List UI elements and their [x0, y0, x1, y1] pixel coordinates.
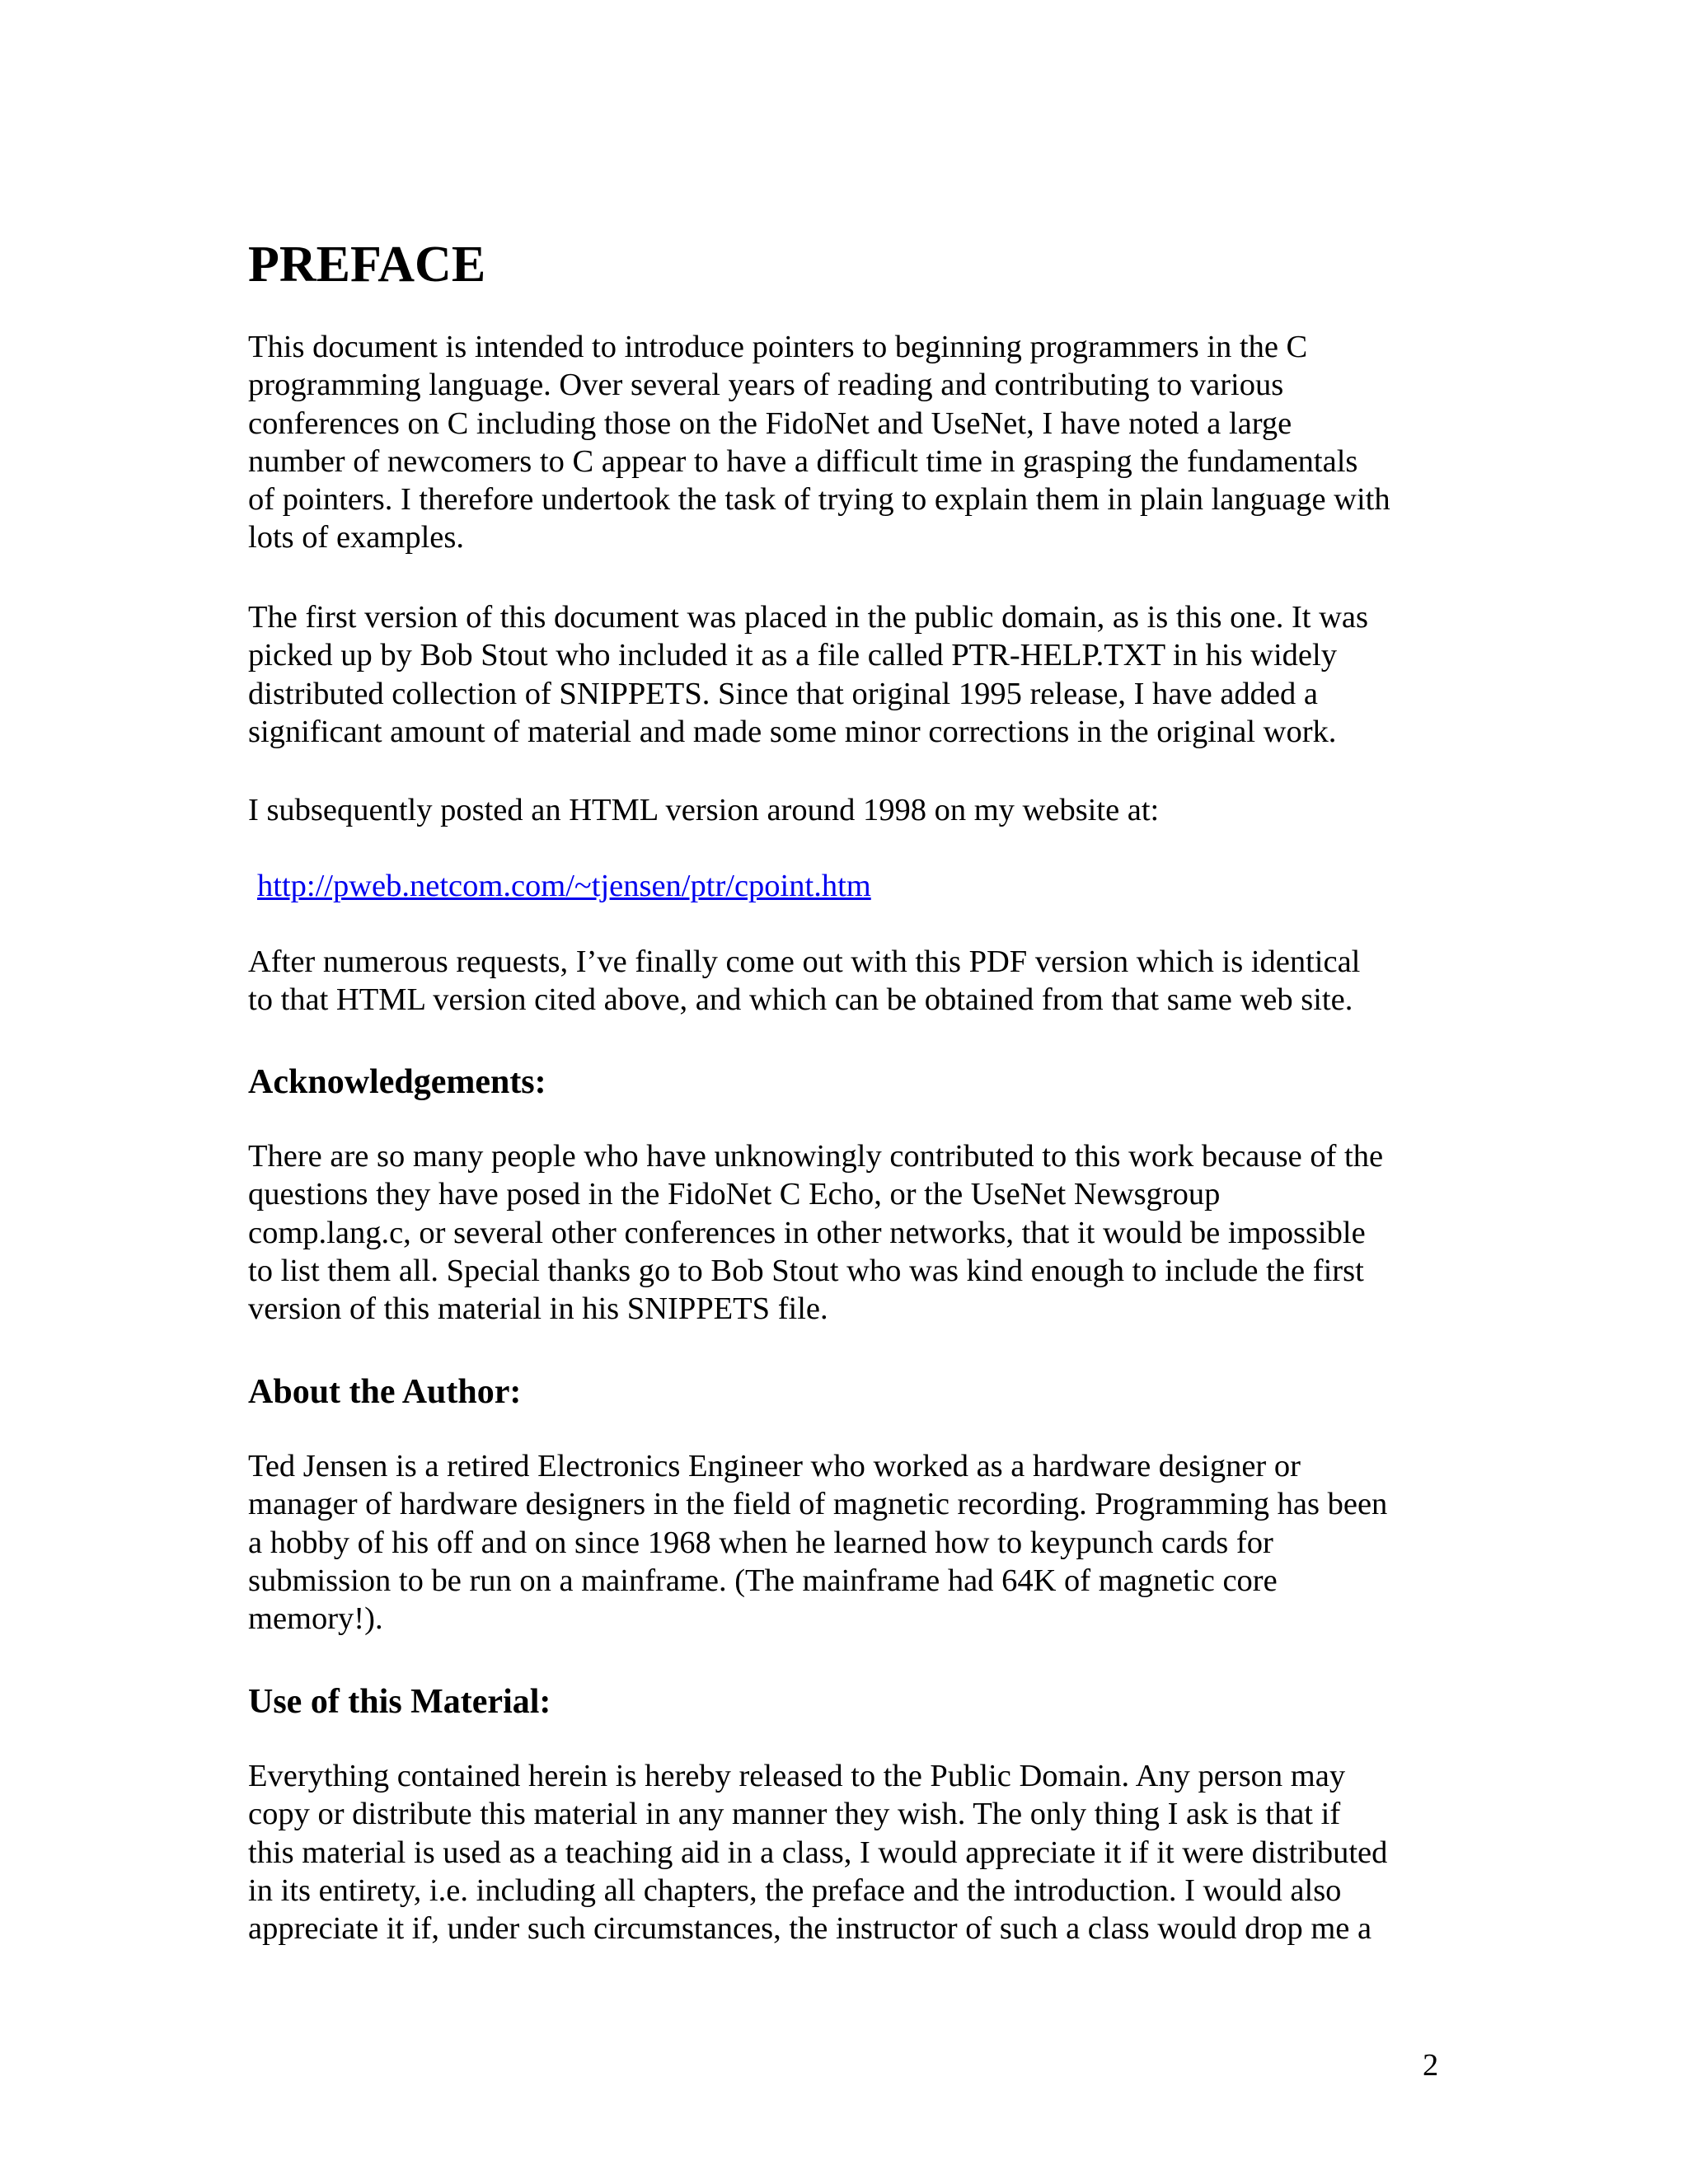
paragraph-line: distributed collection of SNIPPETS. Since that original 1995 release, I have added a: [248, 676, 1318, 711]
page-title: PREFACE: [248, 237, 486, 293]
paragraph-line: submission to be run on a mainframe. (The mainframe had 64K of magnetic core: [248, 1563, 1278, 1598]
paragraph-line: After numerous requests, I’ve finally come out with this PDF version which is identical: [248, 944, 1361, 979]
paragraph-line: comp.lang.c, or several other conferences in other networks, that it would be impossible: [248, 1215, 1366, 1250]
paragraph-line: of pointers. I therefore undertook the task of trying to explain them in plain language with: [248, 482, 1390, 518]
paragraph-line: to that HTML version cited above, and which can be obtained from that same web site.: [248, 982, 1353, 1018]
about-author-paragraph: [248, 1447, 1387, 1638]
paragraph-line: to list them all. Special thanks go to Bob Stout who was kind enough to include the first: [248, 1253, 1364, 1288]
website-paragraph: [248, 791, 1159, 829]
paragraph-line: in its entirety, i.e. including all chapters, the preface and the introduction. I would also: [248, 1872, 1342, 1908]
paragraph-line: appreciate it if, under such circumstances, the instructor of such a class would drop me a: [248, 1911, 1372, 1947]
paragraph-line: copy or distribute this material in any manner they wish. The only thing I ask is that if: [248, 1797, 1341, 1832]
paragraph-line: This document is intended to introduce pointers to beginning programmers in the C: [248, 330, 1308, 364]
paragraph-line: programming language. Over several years of reading and contributing to various: [248, 368, 1284, 403]
paragraph-line: this material is used as a teaching aid in a class, I would appreciate it if it were distributed: [248, 1835, 1388, 1870]
paragraph-line: manager of hardware designers in the field of magnetic recording. Programming has been: [248, 1487, 1388, 1522]
intro-paragraph: [248, 328, 1390, 557]
paragraph-line: Ted Jensen is a retired Electronics Engineer who worked as a hardware designer or: [248, 1449, 1301, 1483]
paragraph-line: The first version of this document was placed in the public domain, as is this one. It was: [248, 600, 1368, 635]
paragraph-line: version of this material in his SNIPPETS file.: [248, 1291, 828, 1327]
page-number: 2: [1423, 2048, 1439, 2083]
paragraph-line: picked up by Bob Stout who included it as a file called PTR-HELP.TXT in his widely: [248, 638, 1337, 673]
paragraph-line: significant amount of material and made some minor corrections in the original work.: [248, 714, 1337, 749]
paragraph-line: memory!).: [248, 1601, 383, 1637]
use-of-material-paragraph: [248, 1757, 1387, 1947]
paragraph-line: a hobby of his off and on since 1968 when he learned how to keypunch cards for: [248, 1525, 1273, 1560]
acknowledgements-heading: Acknowledgements:: [248, 1063, 546, 1101]
pdf-paragraph: [248, 943, 1360, 1019]
paragraph-line: lots of examples.: [248, 520, 464, 555]
paragraph-line: Everything contained herein is hereby released to the Public Domain. Any person may: [248, 1759, 1346, 1793]
history-paragraph: [248, 598, 1368, 751]
paragraph-line: I subsequently posted an HTML version around 1998 on my website at:: [248, 793, 1160, 827]
paragraph-line: conferences on C including those on the FidoNet and UseNet, I have noted a large: [248, 405, 1292, 441]
use-of-material-heading: Use of this Material:: [248, 1683, 551, 1721]
paragraph-line: questions they have posed in the FidoNet C Echo, or the UseNet Newsgroup: [248, 1177, 1221, 1212]
about-author-heading: About the Author:: [248, 1373, 522, 1411]
website-link[interactable]: http://pweb.netcom.com/~tjensen/ptr/cpoint.htm: [257, 869, 871, 903]
acknowledgements-paragraph: [248, 1137, 1383, 1328]
paragraph-line: There are so many people who have unknowingly contributed to this work because of the: [248, 1139, 1384, 1174]
paragraph-line: number of newcomers to C appear to have a difficult time in grasping the fundamentals: [248, 443, 1358, 479]
